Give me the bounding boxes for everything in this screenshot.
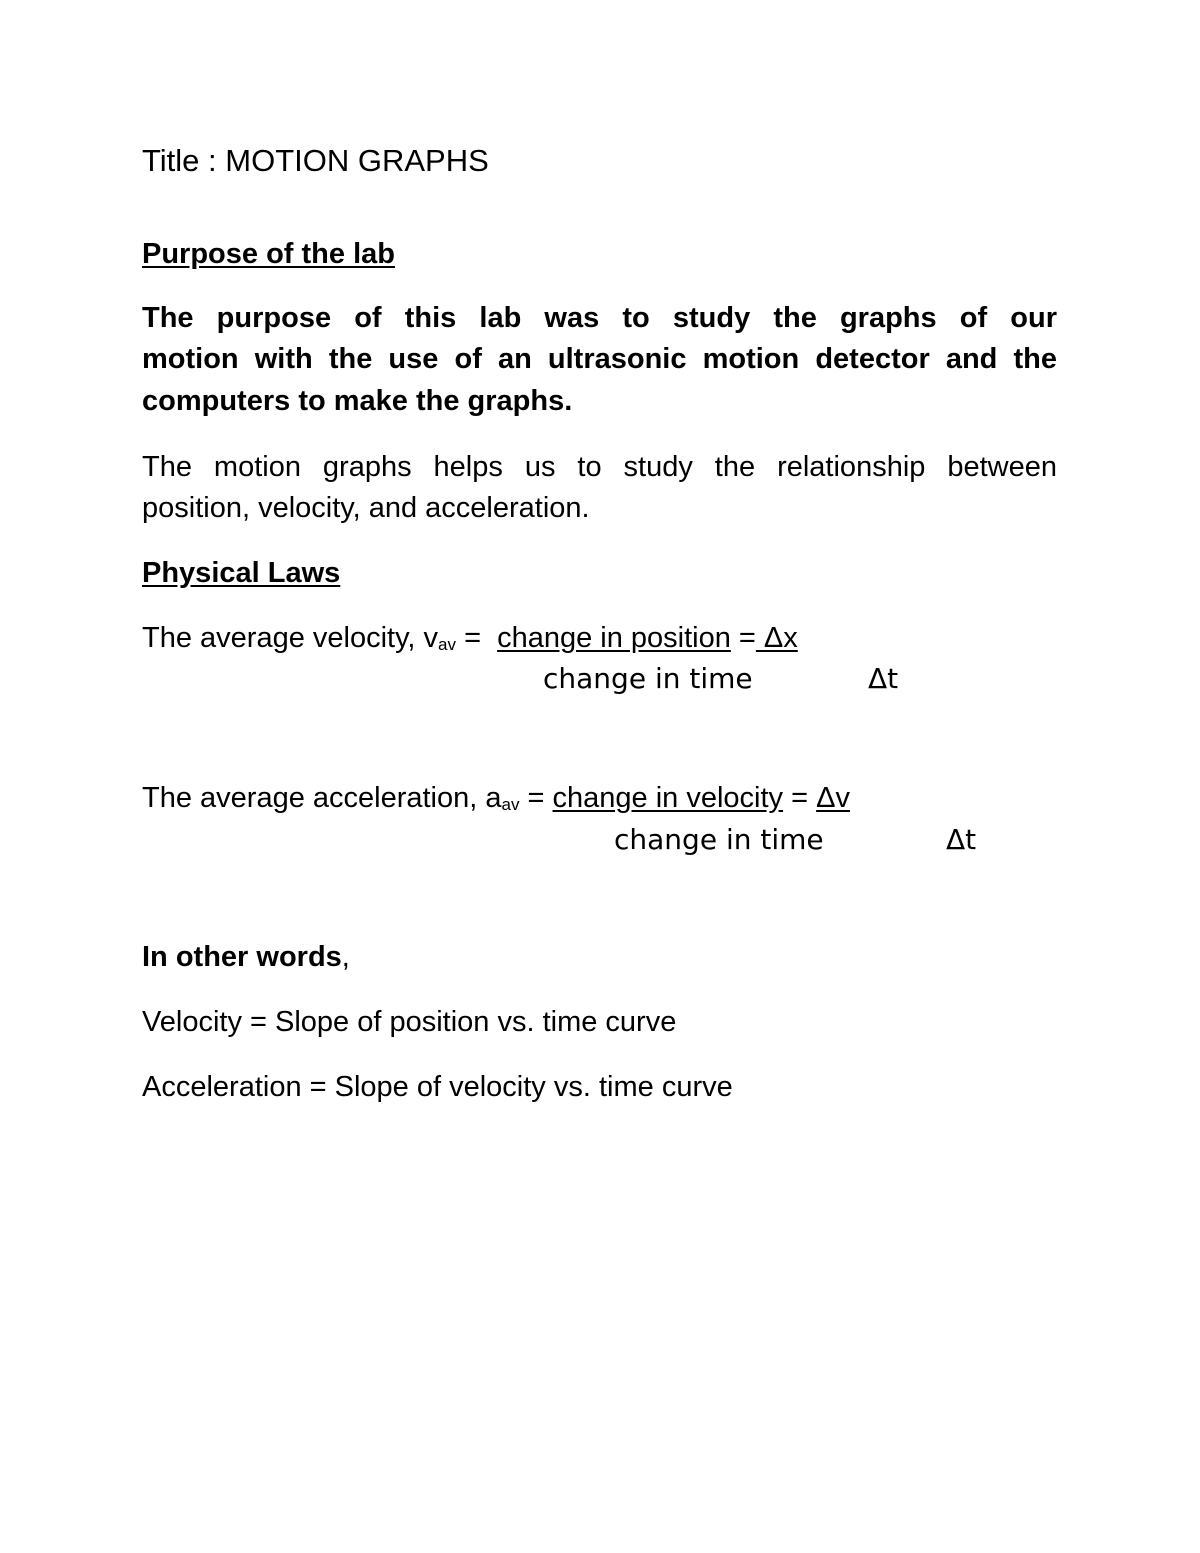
summary-heading-bold: In other words bbox=[142, 941, 342, 973]
velocity-delta-x: Δx bbox=[755, 622, 798, 654]
velocity-delta-t: Δt bbox=[868, 662, 899, 695]
velocity-equals-2: = bbox=[730, 622, 756, 654]
acceleration-prefix: The average acceleration, a bbox=[142, 782, 502, 814]
purpose-line-2: motion with the use of an ultrasonic motion detector and the bbox=[142, 343, 1057, 375]
acceleration-subscript: av bbox=[501, 795, 520, 814]
acceleration-equals-2: = bbox=[783, 782, 817, 814]
relationship-line-1: The motion graphs helps us to study the relationship between bbox=[142, 451, 1057, 483]
purpose-heading: Purpose of the lab bbox=[142, 238, 395, 270]
acceleration-equals: = bbox=[519, 782, 553, 814]
velocity-denominator: change in time bbox=[543, 662, 753, 695]
velocity-definition: Velocity = Slope of position vs. time curve bbox=[142, 1006, 677, 1038]
acceleration-delta-v: Δv bbox=[816, 782, 850, 814]
acceleration-definition: Acceleration = Slope of velocity vs. time curve bbox=[142, 1071, 733, 1103]
physical-laws-heading: Physical Laws bbox=[142, 557, 341, 589]
page-title: Title : MOTION GRAPHS bbox=[142, 143, 489, 178]
velocity-subscript: av bbox=[438, 635, 457, 654]
acceleration-formula bbox=[142, 780, 850, 820]
acceleration-denominator: change in time bbox=[614, 823, 824, 856]
summary-heading-comma: , bbox=[341, 941, 350, 973]
velocity-equals: = bbox=[456, 622, 490, 654]
acceleration-delta-t: Δt bbox=[946, 823, 977, 856]
velocity-numerator: change in position bbox=[497, 622, 731, 654]
velocity-formula bbox=[142, 620, 798, 660]
acceleration-numerator: change in velocity bbox=[552, 782, 784, 814]
relationship-line-2: position, velocity, and acceleration. bbox=[142, 492, 590, 524]
purpose-line-3: computers to make the graphs. bbox=[142, 385, 573, 417]
purpose-line-1: The purpose of this lab was to study the graphs of our bbox=[142, 302, 1057, 334]
velocity-prefix: The average velocity, v bbox=[142, 622, 439, 654]
summary-heading bbox=[142, 939, 350, 975]
